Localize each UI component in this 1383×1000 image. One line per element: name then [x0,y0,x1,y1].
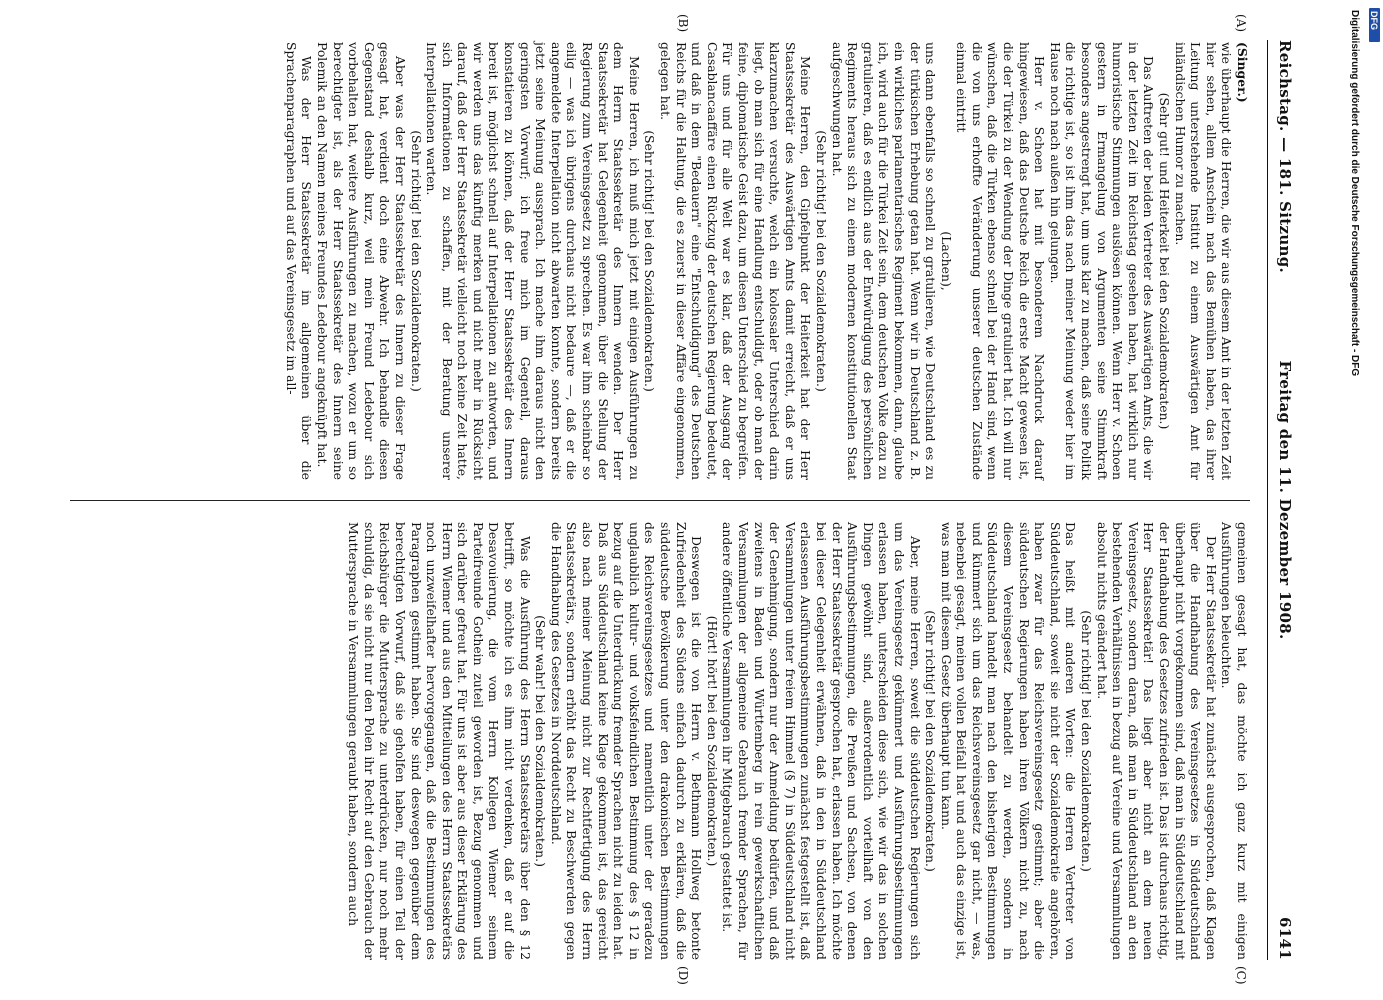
stage-direction: (Lachen), [938,231,954,291]
text-column-left [283,42,1250,480]
header-session: Reichstag. — 181. Sitzung. [1276,40,1294,274]
margin-mark-b: (B) [676,14,690,33]
stage-direction: (Sehr richtig! bei den Sozialdemokraten.) [813,130,829,392]
paragraph: Das heißt mit anderen Worten: die Herren Vertreter von Süddeutschland, soweit sie nicht der Sozialdemokratie angehören, haben zwar für das Reichsvereinsgesetz gestimmt; aber die süddeutschen Regierungen haben ihren Völkern nicht zu, nach diesem Vereinsgesetz behandelt zu werden, sondern in Süddeutschland handelt man nach den bisherigen Bestimmungen und kümmert sich um das Reichsvereinsgesetz gar nicht, — was, nebenbei gesagt, meinen vollen Beifall hat und auch das einzige ist, was man mit diesem Gesetz überhaupt tun kann. [938,522,1079,960]
digitization-note-text: Digitalisierung gefördert durch die Deutsche Forschungsgemeinschaft - DFG [1349,10,1360,377]
page-header [1267,40,1296,960]
stage-direction: (Sehr richtig! bei den Sozialdemokraten.) [408,130,424,392]
paragraph: Das Auftreten der beiden Vertreter des Auswärtigen Amts, die wir in der letzten Zeit im Reichstag gesehen haben, hat wirklich nur humoristische Stimmungen auslösen können. Wenn Herr v. Schoen gestern in Ermangelung von Argumenten seine Stimmkraft besonders angestrengt hat, um uns klar zu machen, daß seine Politik die richtige ist, so ist ihm das nach meiner Meinung weder hier im Hause noch nach außen hin gelungen. [1047,42,1157,480]
dfg-logo-text: DFG [1369,11,1379,30]
stage-direction: (Sehr wahr! bei den Sozialdemokraten.) [533,615,549,867]
paragraph: Aber, meine Herren, soweit die süddeutschen Regierungen sich um das Vereinsgesetz gekümmert und Ausführungsbestimmungen erlassen haben, unterscheiden diese sich, wie wir das in solchen Dingen gewöhnt sind, außerordentlich vorteilhaft von den Ausführungsbestimmungen, die Preußen und Sachsen, von denen der Herr Staatssekretär gesprochen hat, erlassen haben. Ich möchte bei dieser Gelegenheit erwähnen, daß in den in Süddeutschland erlassenen Ausführungsbestimmungen zunächst festgestellt ist, daß Versammlungen unter freiem Himmel (§ 7) in Süddeutschland nicht der Genehmigung, sondern nur der Anmeldung bedürfen, und daß zweitens in Baden und Württemberg in rein gewerkschaftlichen Versammlungen der allgemeine Gebrauch fremder Sprachen, für andere öffentliche Versammlungen ihr Mitgebrauch gestattet ist. [720,522,923,960]
header-date: Freitag den 11. Dezember 1908. [1276,360,1294,640]
margin-mark-d: (D) [676,966,690,985]
rotated-page [40,0,1330,1000]
stage-direction: (Sehr richtig! bei den Sozialdemokraten.) [1079,610,1095,872]
paragraph: Meine Herren, ich muß mich jetzt mit einigen Ausführungen zu dem Herrn Staatssekretär des Innern wenden. Der Herr Staatssekretär hat Gelegenheit genommen, über die Stellung der Regierung zum Vereinsgesetz zu sprechen. Es war ihm scheinbar so eilig — was ich übrigens durchaus nicht bedaure —, daß er die angemeldete Interpellation nicht abwarten konnte, sondern bereits jetzt seine Meinung aussprach. Ich mache ihm daraus nicht den geringsten Vorwurf; ich freue mich im Gegenteil, daraus konstatieren zu können, daß der Herr Staatssekretär des Innern bereit ist, möglichst schnell auf Interpellationen zu antworten, und wir werden uns das künftig merken und nicht mehr in Rücksicht darauf, daß der Herr Staatssekretär vielleicht noch keine Zeit hatte, sich Informationen zu schaffen, mit der Beratung unserer Interpellationen warten. [424,42,642,480]
digitization-note [1349,10,1361,990]
stage-direction: (Sehr richtig! bei den Sozialdemokraten.) [923,610,939,872]
paragraph: wie überhaupt die Herren, die wir aus diesem Amt in der letzten Zeit hier sehen, allem Anschein nach das Bemühen haben, das ihrer Leitung unterstehende Institut zu einem Auswärtigen Amt für inländischen Humor zu machen. [1172,42,1235,480]
paragraph: Der Herr Staatssekretär hat zunächst ausgesprochen, daß Klagen über die Handhabung des Vereinsgesetzes in Süddeutschland überhaupt nicht vorgekommen sind, daß man in Süddeutschland mit der Handhabung des Gesetzes zufrieden ist. Das ist durchaus richtig, Herr Staatssekretär! Das liegt aber nicht an dem neuen Vereinsgesetz, sondern daran, daß man in Süddeutschland an den bestehenden Verhältnissen in bezug auf Vereine und Versammlungen absolut nichts geändert hat. [1094,522,1219,960]
paragraph: Was die Ausführung des Herrn Staatssekretärs über den § 12 betrifft, so möchte ich es ihm nicht verdenken, daß er auf die Desavouierung, die vom Herrn Kollegen Wiemer seinem Parteifreunde Gothein zuteil geworden ist, Bezug genommen und sich darüber gefreut hat. Für uns ist aber aus dieser Erklärung des Herrn Wiemer und aus den Mitteilungen des Herrn Staatssekretärs noch unzweifelhafter hervorgegangen, daß die Bestimmungen des Paragraphen gestimmt haben. Sie sind deswegen gegenüber dem berechtigten Vorwurf, daß sie geholfen haben, für einen Teil der Reichsbürger die Muttersprache zu unterdrücken, nur noch mehr schuldig, da sie nicht nur den Polen ihr Recht auf den Gebrauch der Muttersprache in Versammlungen geraubt haben, sondern auch [346,522,533,960]
speaker-label: (Singer.) [1235,42,1250,103]
paragraph: Herr v. Schoen hat mit besonderem Nachdruck darauf hingewiesen, daß das Deutsche Reich die erste Macht gewesen ist, die der Türkei zu der Wendung der Dinge gratuliert hat. Ich will nur wünschen, daß die Türken ebenso schnell bei der Hand sind, wenn die von uns erhoffte Veränderung unserer deutschen Zustände einmal eintritt [954,42,1048,480]
paragraph: Was der Herr Staatssekretär im allgemeinen über die Sprachenparagraphen und auf das Vereinsgesetz im all- [283,42,315,480]
stage-direction: (Sehr richtig! bei den Sozialdemokraten.) [642,130,658,392]
text-column-right [346,522,1250,960]
dfg-logo [1369,8,1380,42]
paragraph: uns dann ebenfalls so schnell zu gratulieren, wie Deutschland es zu der türkischen Erhebung getan hat. Wenn wir in Deutschland z. B. ein wirkliches parlamentarisches Regiment bekommen, dann, glaube ich, wird auch für die Türkei Zeit sein, dem deutschen Volke dazu zu gratulieren, daß es endlich aus der Entwürdigung des persönlichen Regiments heraus sich zu einem modernen konstitutionellen Staat aufgeschwungen hat. [829,42,939,480]
margin-mark-c: (C) [1234,966,1248,985]
margin-mark-a: (A) [1234,14,1248,33]
header-page-number: 6141 [1276,917,1294,960]
paragraph: gemeinen gesagt hat, das möchte ich ganz kurz mit einigen Ausführungen beleuchten. [1219,522,1250,960]
stage-direction: (Hört! hört! bei den Sozialdemokraten.) [704,615,720,867]
column-divider [70,500,1250,501]
paragraph: Meine Herren, den Gipfelpunkt der Heiterkeit hat der Herr Staatssekretär des Auswärtigen Amts damit erreicht, daß er uns klarzumachen versuchte, welch ein kolossaler Unterschied darin liegt, ob man sich für eine Handlung entschuldigt, oder ob man der feine, diplomatische Geist dazu, um diesen Unterschied zu begreifen. Für uns und für alle Welt war es klar, daß der Ausgang der Casablancaaffäre einen Rückzug der deutschen Regierung bedeutet, und daß in dem "Bedauern" eine "Entschuldigung" des Deutschen Reichs für die Haltung, die es zuerst in dieser Affäre eingenommen, gelegen hat. [658,42,814,480]
paragraph: Deswegen ist die von Herrn v. Bethmann Hollweg betonte Zufriedenheit des Südens einfach dadurch zu erklären, daß die süddeutsche Bevölkerung unter den drakonischen Bestimmungen des Reichsvereinsgesetzes und namentlich unter der geradezu unglaublich kultur- und volksfeindlichen Bestimmung des § 12 in bezug auf die Unterdrückung fremder Sprachen nicht zu leiden hat. Daß aus Süddeutschland keine Klage gekommen ist, das gereicht also nach meiner Meinung nicht zur Rechtfertigung des Herrn Staatssekretärs, sondern erhöht das Recht zu Beschwerden gegen die Handhabung des Gesetzes in Norddeutschland. [548,522,705,960]
stage-direction: (Sehr gut! und Heiterkeit bei den Sozialdemokraten.) [1157,92,1173,430]
paragraph: Aber was der Herr Staatssekretär des Innern zu dieser Frage gesagt hat, verdient doch eine Abwehr. Ich behandle diesen Gegenstand deshalb kurz, weil mein Freund Ledebour sich vorbehalten hat, weitere Ausführungen zu machen, wozu er um so berechtigter ist, als der Herr Staatssekretär des Innern seine Polemik an den Namen meines Freundes Ledebour angeknüpft hat. [314,42,408,480]
